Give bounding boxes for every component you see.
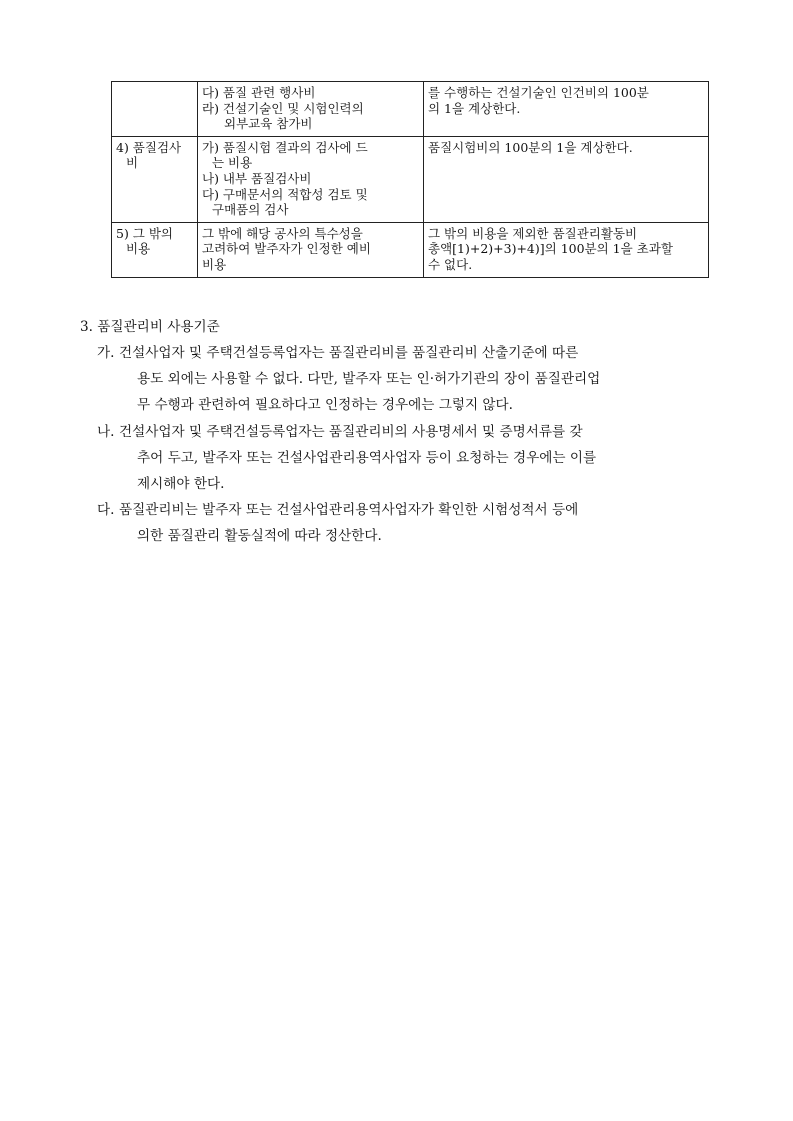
cost-items-cell [198,222,424,277]
cost-category-cell [112,82,198,137]
paragraph-line: 무 수행과 관련하여 필요하다고 인정하는 경우에는 그렇지 않다. [137,397,513,414]
cost-item: 그 밖에 해당 공사의 특수성을 [202,225,363,241]
cost-item: 다) 품질 관련 행사비 [202,85,316,100]
cost-items-cell [198,136,424,222]
criteria-line: 총액[1)+2)+3)+4)]의 100분의 1을 초과할 [428,241,673,257]
criteria-line: 수 없다. [428,256,473,272]
cost-item: 라) 건설기술인 및 시험인력의 [202,100,364,116]
criteria-line: 품질시험비의 100분의 1을 계상한다. [428,139,633,155]
cost-item: 비용 [202,256,227,272]
criteria-line: 그 밖의 비용을 제외한 품질관리활동비 [428,225,638,241]
cost-item: 다) 구매문서의 적합성 검토 및 [202,186,368,202]
cost-item: 고려하여 발주자가 인정한 예비 [202,241,371,257]
paragraph-line: 품질관리비는 발주자 또는 건설사업관리용역사업자가 확인한 시험성적서 등에 [119,502,579,519]
paragraph-line: 건설사업자 및 주택건설등록업자는 품질관리비를 품질관리비 산출기준에 따른 [119,345,579,361]
paragraph-line: 제시해야 한다. [137,476,225,493]
category-label: 4) 품질검사 [116,139,182,155]
paragraph-line: 의한 품질관리 활동실적에 따라 정산한다. [137,528,382,545]
cost-criteria-cell [424,222,709,277]
table-row [112,82,709,137]
list-marker: 가. [97,345,115,361]
usage-standard-section [80,314,710,550]
cost-criteria-cell [424,82,709,137]
list-item [97,497,710,549]
table-row [112,136,709,222]
paragraph-line: 용도 외에는 사용할 수 없다. 다만, 발주자 또는 인·허가기관의 장이 품질관리업 [137,371,601,388]
cost-item: 가) 품질시험 결과의 검사에 드 [202,139,368,155]
category-label: 비용 [126,241,151,257]
paragraph-line: 건설사업자 및 주택건설등록업자는 품질관리비의 사용명세서 및 증명서류를 갖 [119,423,583,440]
cost-items-cell [198,82,424,137]
cost-category-cell [112,222,198,277]
cost-item: 나) 내부 품질검사비 [202,170,312,186]
section-heading: 3. 품질관리비 사용기준 [80,319,220,335]
cost-item: 는 비용 [212,155,253,171]
criteria-line: 를 수행하는 건설기술인 인건비의 100분 [428,85,649,100]
list-item [97,340,710,419]
list-marker: 다. [97,502,115,519]
list-marker: 나. [97,423,115,440]
category-label: 5) 그 밖의 [116,225,174,241]
cost-item: 구매품의 검사 [212,202,289,218]
table-row [112,222,709,277]
paragraph-line: 추어 두고, 발주자 또는 건설사업관리용역사업자 등이 요청하는 경우에는 이를 [137,449,597,466]
criteria-line: 의 1을 계상한다. [428,100,521,116]
list-item [97,419,710,498]
category-label: 비 [126,155,139,171]
quality-cost-table [111,81,709,278]
cost-criteria-cell [424,136,709,222]
cost-item: 외부교육 참가비 [224,116,313,132]
cost-category-cell [112,136,198,222]
